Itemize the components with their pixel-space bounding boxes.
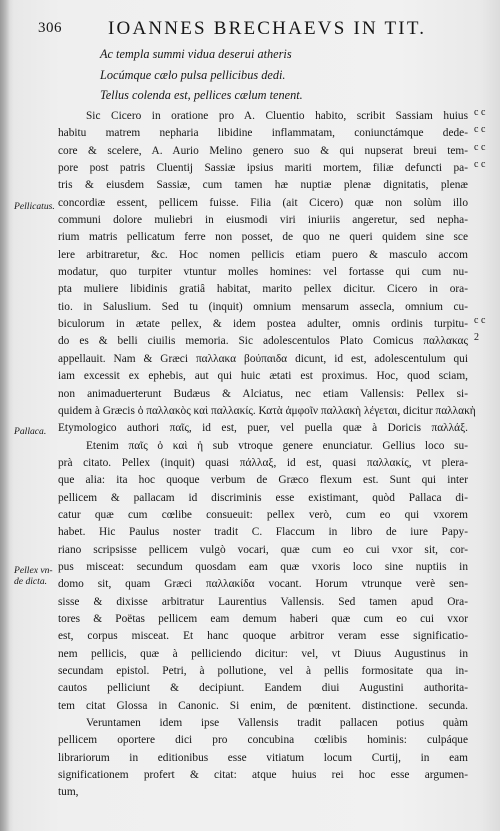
quote-mark: c c bbox=[474, 315, 486, 326]
text-line: concordiæ essent, pellicem fuisse. Filia (ait Cicero) quæ non solùm illo bbox=[58, 196, 468, 209]
verse-quotation bbox=[100, 44, 480, 106]
running-head bbox=[38, 18, 478, 40]
text-line: tris & eiusdem Sassiæ, cum tamen hæ nuptiæ plenæ dignitatis, plenæ bbox=[58, 179, 468, 192]
text-line: communi dolore muliebri in eiusmodi viri iniuriis angeretur, sed nepha- bbox=[58, 214, 468, 227]
margin-note-pellicatus: Pellicatus. bbox=[14, 201, 55, 212]
text-line: cautos pelliciunt & decipiunt. Eandem diui Augustini authorita- bbox=[58, 682, 468, 695]
quote-mark: c c bbox=[474, 124, 486, 136]
text-line: pellicem oportere dici pro concubina cœlibis hominis: culpáque bbox=[58, 734, 468, 747]
quotation-marks-column bbox=[474, 104, 496, 173]
quote-mark: c c bbox=[474, 107, 486, 118]
text-line: tem citat Glossa in Canonic. Si enim, de pœnitent. distinctione. secunda. bbox=[58, 699, 468, 712]
text-line: est, corpus misceat. Et hanc quoque arbitror veram esse significatio- bbox=[58, 630, 468, 643]
text-line: nem pellicis, quæ à pelliciendo dicitur: vel, vt Diuus Augustinus in bbox=[58, 647, 468, 660]
text-line: pellicem & pallacam id discriminis esse existimant, quòd Pallaca di- bbox=[58, 491, 468, 504]
text-line: librariorum in editionibus esse vitiatum locum Curtij, in eam bbox=[58, 751, 468, 764]
running-head-title: IOANNES BRECHAEVS IN TIT. bbox=[108, 18, 427, 39]
text-line: Etenim παῖς ὁ καὶ ἡ sub vtroque genere enunciatur. Gellius loco su- bbox=[86, 439, 468, 452]
text-line: tores & Poëtas pellicem eam demum haberi quæ cum eo cui vxor bbox=[58, 612, 468, 625]
text-line: pore post patris Cluentij Sassiæ ipsius mariti mortem, filiæ defuncti pa- bbox=[58, 162, 468, 175]
text-line: appellauit. Nam & Græci παλλακα βούπαιδα dicunt, id est, adolescentulum qui bbox=[58, 352, 468, 365]
text-line: que alia: ita hoc quoque verbum de Græco flexum est. Sunt qui inter bbox=[58, 474, 468, 487]
text-line: prà citato. Pellex (inquit) quasi πάλλαξ, id est, quasi παλλακίς, vt plera- bbox=[58, 456, 468, 469]
text-line: habitu matrem nepharia libidine inflammatam, coniunctámque dede- bbox=[58, 127, 468, 140]
verse-line: Tellus colenda est, pellices cælum tenent. bbox=[100, 88, 303, 102]
text-line: habet. Hic Paulus noster tradit C. Flaccum in libro de iure Papy- bbox=[58, 526, 468, 539]
margin-note-line: de dicta. bbox=[14, 575, 48, 587]
quotation-marks-column bbox=[474, 312, 496, 347]
text-line: non animaduerterunt Budæus & Alciatus, nec etiam Vallensis: Pellex si- bbox=[58, 387, 468, 400]
text-line: pta muliere libidinis gratiâ habitat, marito pellex dicitur. Cicero in ora- bbox=[58, 283, 468, 296]
quote-digit: 2 bbox=[474, 332, 479, 344]
text-line: Veruntamen idem ipse Vallensis tradit pallacen potius quàm bbox=[86, 717, 468, 730]
margin-note-pallaca: Pallaca. bbox=[14, 426, 47, 437]
quote-mark: c c bbox=[474, 159, 486, 171]
text-line: pus misceat: secundum quosdam eam quæ vxoris loco sine nuptiis in bbox=[58, 560, 468, 573]
text-line: rium matris pellicatum ferre non posset, de quo ne queri quidem sine sce bbox=[58, 231, 468, 244]
text-line: quidem à Græcis ὁ παλλακὸς καὶ παλλακίς. Κατὰ ἀμφοῖν παλλακὴ λέγεται, dicitur παλλακὴ bbox=[58, 404, 476, 417]
text-line: domo sit, quam Græci παλλακίδα vocant. Horum vtrunque verè sen- bbox=[58, 578, 468, 591]
page-number: 306 bbox=[38, 20, 62, 36]
margin-note-pellex-unde-dicta bbox=[14, 566, 53, 587]
text-line: significationem profert & citat: atque huius rei hoc esse argumen- bbox=[58, 769, 468, 782]
text-line: sisse & dixisse arbitratur Laurentius Vallensis. Sed tamen apud Ora- bbox=[58, 595, 468, 608]
verse-line: Locúmque cælo pulsa pellicibus dedi. bbox=[100, 67, 286, 82]
text-line: core & scelere, A. Aurio Melino genero suo & qui nupserat breui tem- bbox=[58, 144, 468, 157]
text-line: catur quæ cum cœlibe consueuit: pellex verò, cum eo qui vxorem bbox=[58, 508, 468, 521]
body-text bbox=[58, 108, 476, 802]
text-line: riano scripsisse pellicem vulgò vocari, quæ cum eo cui vxor sit, cor- bbox=[58, 543, 468, 556]
text-line: secundam epistol. Petri, à pollutione, vel à pellis formositate qua in- bbox=[58, 665, 468, 677]
quote-mark: c c bbox=[474, 141, 486, 153]
text-line: do es & belli ciuilis memoria. Sic adolescentulos Plato Comicus παλλακας bbox=[58, 335, 468, 348]
text-line: iam excessit ex ephebis, aut qui huic ætati est proximus. Hoc, quod sciam, bbox=[58, 370, 468, 383]
binding-shadow bbox=[0, 0, 10, 831]
text-line: lere arbitraretur, &c. Hoc nomen pellicis etiam puero & masculo accom bbox=[58, 248, 468, 261]
text-line: tum, bbox=[58, 786, 79, 799]
margin-note-line: Pellex vn- bbox=[14, 565, 53, 576]
text-line: tio. in Saluslium. Sed tu (inquit) omnium mensarum assecla, omnium cu- bbox=[58, 300, 468, 313]
text-line: biculorum in ætate pellex, & idem postea adulter, omnis ordinis turpitu- bbox=[58, 318, 468, 331]
text-line: modatur, quo turpiter vtuntur molles homines: vel fortasse qui cum nu- bbox=[58, 266, 468, 279]
text-line: Etymologico authori παῖς, id est, puer, vel puella quæ à Doricis παλλάξ. bbox=[58, 422, 468, 435]
text-line: Sic Cicero in oratione pro A. Cluentio habito, scribit Sassiam huius bbox=[86, 110, 468, 122]
verse-line: Ac templa summi vidua deserui atheris bbox=[100, 47, 292, 61]
